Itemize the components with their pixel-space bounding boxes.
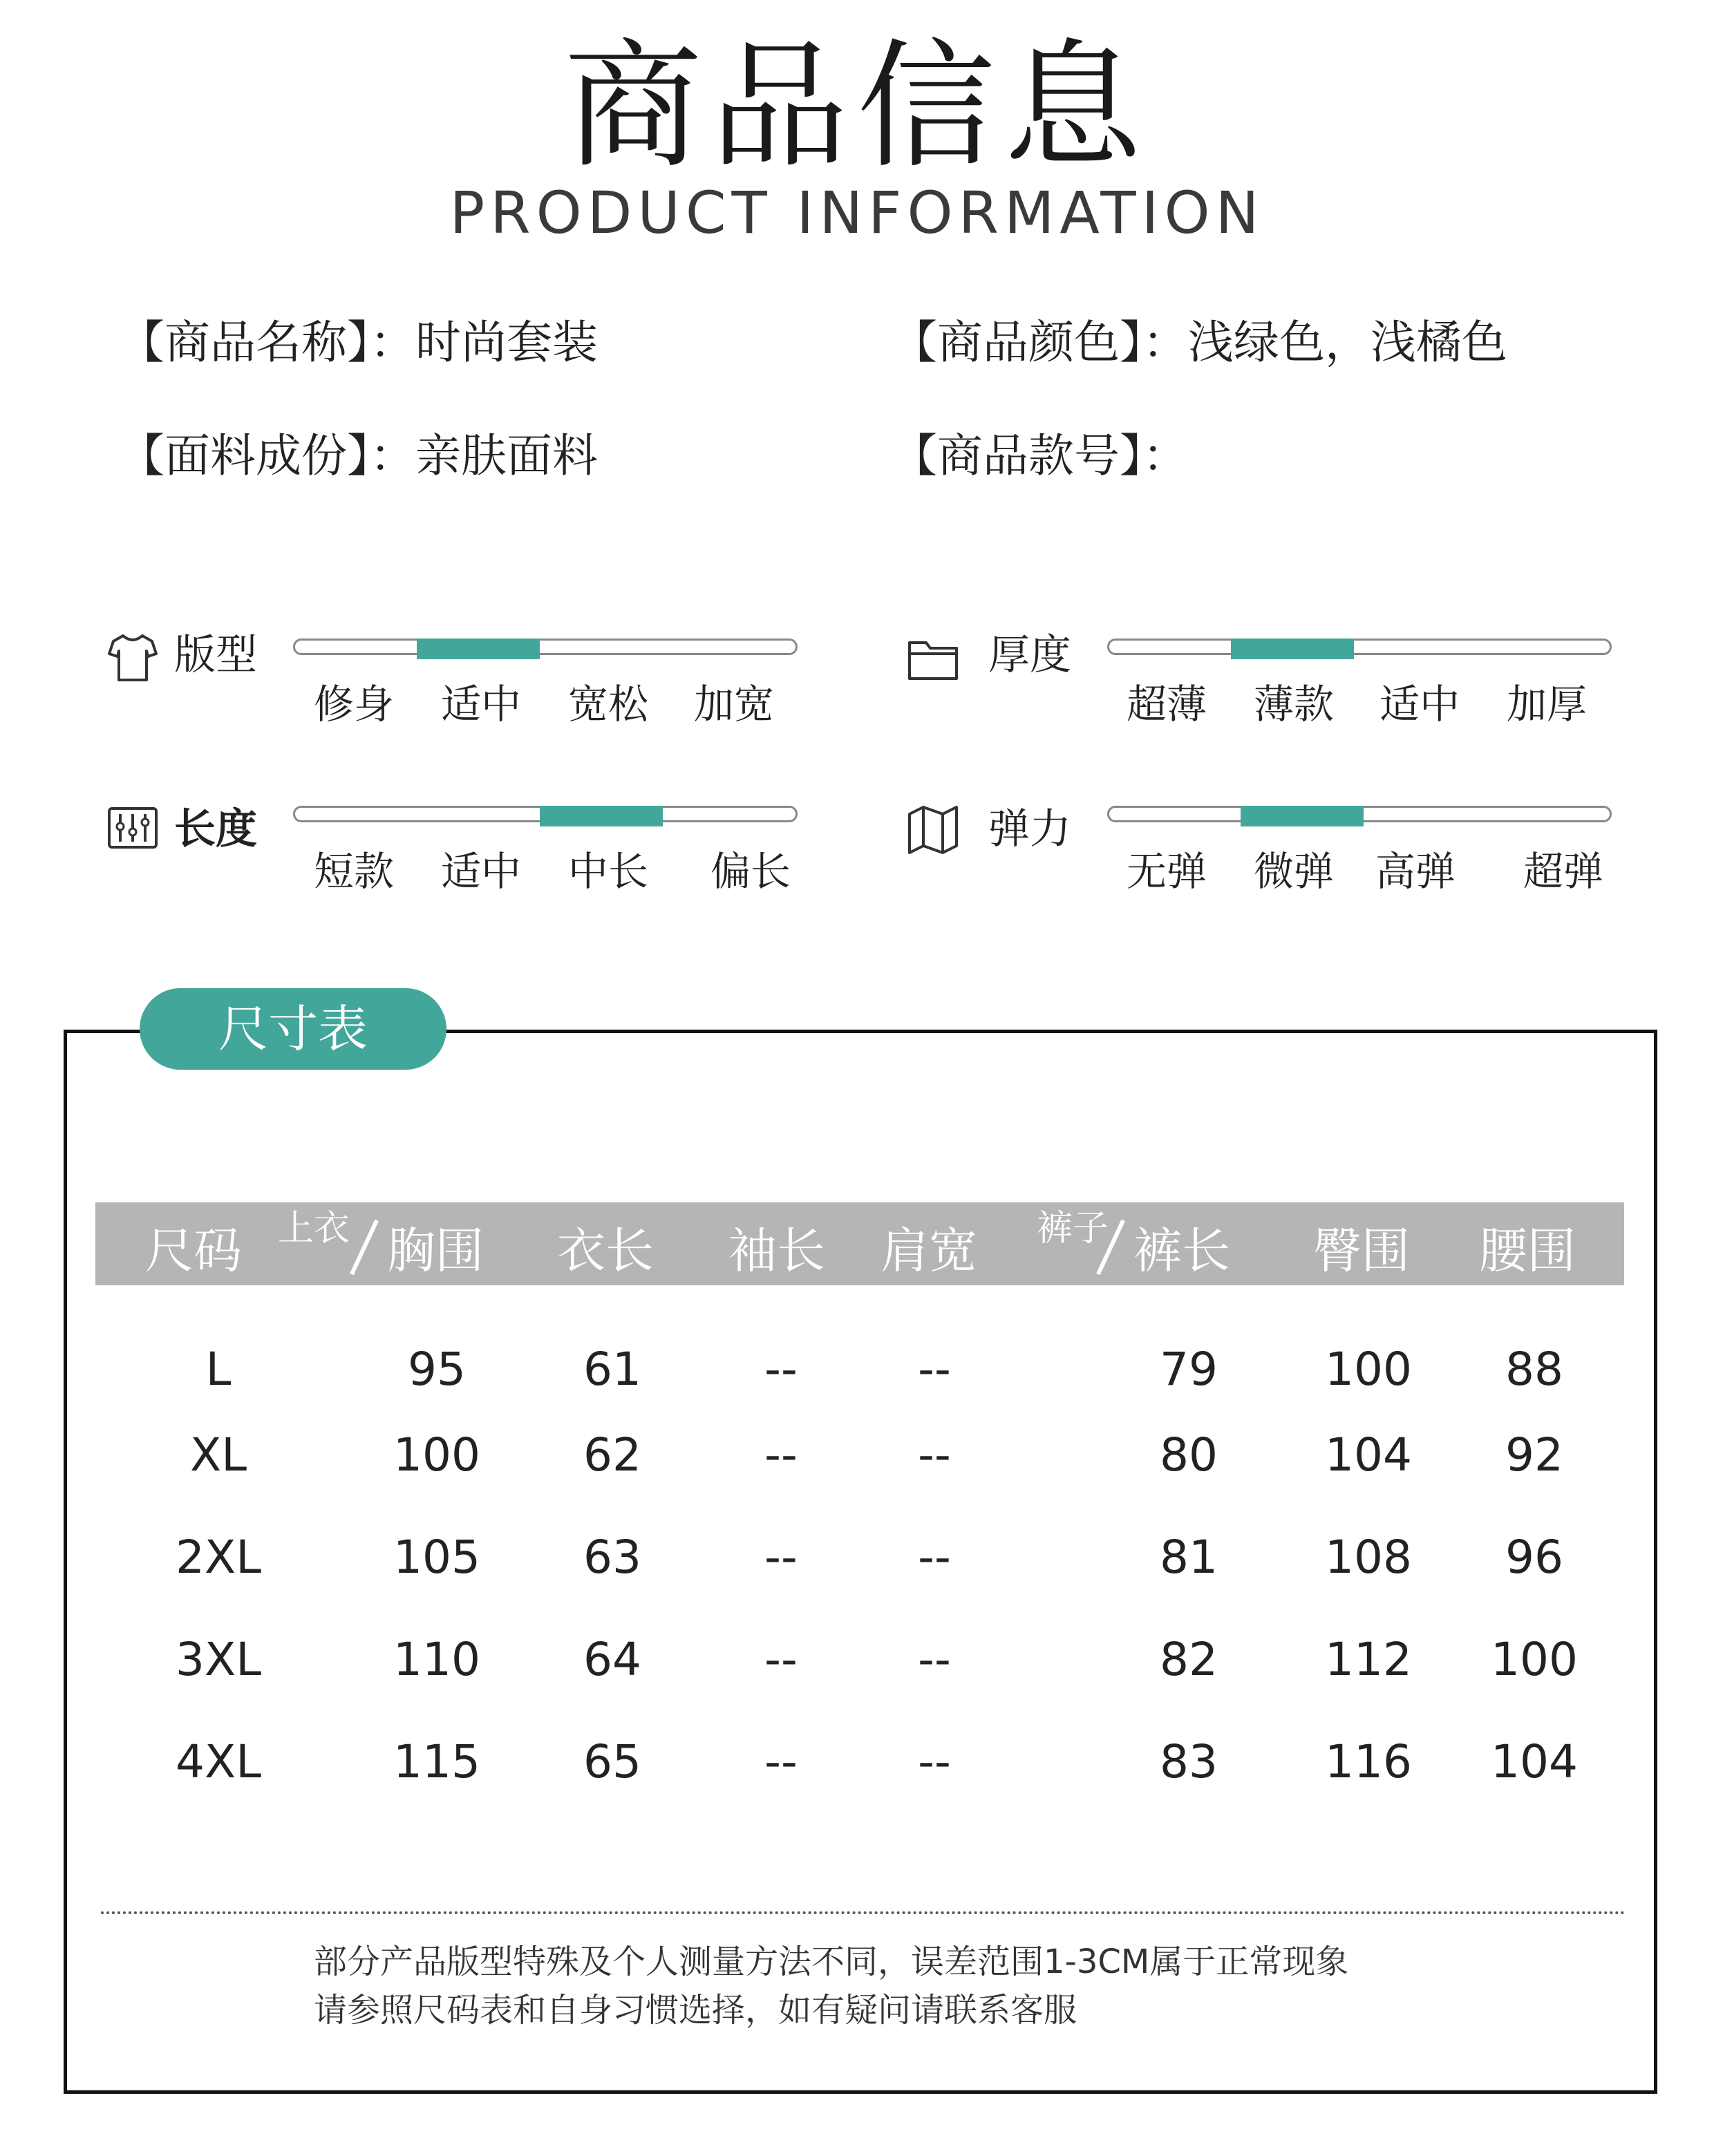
table-cell: 116 <box>1325 1735 1412 1788</box>
attr-elasticity-option: 高弹 <box>1375 848 1456 895</box>
info-style-no <box>892 428 1188 484</box>
page-title: 商品信息 <box>563 26 1150 187</box>
attr-length-option: 中长 <box>567 848 648 895</box>
table-cell: 112 <box>1325 1633 1412 1686</box>
attr-fit-option: 加宽 <box>693 681 774 728</box>
attr-length-track <box>293 806 798 822</box>
table-cell: 96 <box>1505 1531 1563 1584</box>
attr-thickness-fill <box>1231 639 1354 659</box>
size-table-title: 尺寸表 <box>140 988 446 1070</box>
info-name-label: 【商品名称】： <box>119 316 415 369</box>
table-cell: 104 <box>1325 1428 1412 1482</box>
size-label-cell: 4XL <box>176 1735 261 1788</box>
attr-elasticity-label: 弹力 <box>988 805 1071 853</box>
table-cell: 100 <box>1491 1633 1578 1686</box>
ruler-icon <box>105 802 160 857</box>
table-cell: 104 <box>1491 1735 1578 1788</box>
attr-length-option: 偏长 <box>710 848 791 895</box>
th-pants-group: 裤子 <box>1037 1208 1109 1249</box>
th-top-group: 上衣 <box>278 1208 350 1249</box>
size-label-cell: XL <box>190 1428 247 1482</box>
table-cell: 79 <box>1160 1343 1218 1396</box>
info-color-label: 【商品颜色】： <box>892 316 1188 369</box>
info-fabric <box>119 428 598 484</box>
attr-length-option: 短款 <box>313 848 394 895</box>
table-cell: -- <box>764 1428 798 1482</box>
th-pants-length: 裤长 <box>1133 1222 1230 1279</box>
attr-length-label: 长度 <box>174 805 257 853</box>
attr-length-option: 适中 <box>440 848 521 895</box>
table-cell: -- <box>764 1633 798 1686</box>
table-cell: 61 <box>583 1343 641 1396</box>
table-cell: 80 <box>1160 1428 1218 1482</box>
table-cell: -- <box>918 1531 951 1584</box>
table-cell: 115 <box>393 1735 480 1788</box>
page-subtitle: PRODUCT INFORMATION <box>449 179 1265 247</box>
info-color <box>892 315 1507 370</box>
attr-thickness-label: 厚度 <box>988 631 1071 679</box>
table-cell: 88 <box>1505 1343 1563 1396</box>
table-cell: 105 <box>393 1531 480 1584</box>
info-color-value: 浅绿色，浅橘色 <box>1188 316 1507 369</box>
table-cell: 65 <box>583 1735 641 1788</box>
table-cell: 92 <box>1505 1428 1563 1482</box>
info-fabric-label: 【面料成份】： <box>119 429 415 482</box>
table-cell: -- <box>764 1735 798 1788</box>
table-cell: 108 <box>1325 1531 1412 1584</box>
table-cell: -- <box>918 1343 951 1396</box>
table-cell: 100 <box>1325 1343 1412 1396</box>
size-label-cell: L <box>205 1343 232 1396</box>
attr-elasticity-fill <box>1241 806 1364 826</box>
th-waist: 腰围 <box>1479 1222 1576 1279</box>
th-size: 尺码 <box>145 1222 242 1279</box>
table-cell: -- <box>918 1428 951 1482</box>
note-line: 部分产品版型特殊及个人测量方法不同，误差范围1-3CM属于正常现象 <box>314 1942 1349 1981</box>
attr-elasticity-option: 微弹 <box>1253 848 1334 895</box>
th-chest: 胸围 <box>387 1222 484 1279</box>
th-shoulder: 肩宽 <box>880 1222 977 1279</box>
th-hip: 臀围 <box>1313 1222 1410 1279</box>
attr-fit-option: 修身 <box>313 681 394 728</box>
info-style-no-label: 【商品款号】： <box>892 429 1188 482</box>
table-cell: 95 <box>408 1343 466 1396</box>
folder-icon <box>905 630 961 685</box>
attr-elasticity-option: 超弹 <box>1523 848 1603 895</box>
info-name <box>119 315 598 370</box>
table-cell: 83 <box>1160 1735 1218 1788</box>
attr-elasticity-track <box>1107 806 1612 822</box>
attr-elasticity-option: 无弹 <box>1126 848 1207 895</box>
notes-divider <box>101 1911 1626 1914</box>
attr-fit-fill <box>417 639 540 659</box>
attr-fit-track <box>293 639 798 655</box>
table-cell: 64 <box>583 1633 641 1686</box>
attr-fit-option: 适中 <box>440 681 521 728</box>
table-cell: 100 <box>393 1428 480 1482</box>
attr-thickness-option: 加厚 <box>1506 681 1587 728</box>
table-cell: 110 <box>393 1633 480 1686</box>
table-cell: -- <box>764 1531 798 1584</box>
table-cell: -- <box>918 1633 951 1686</box>
table-cell: -- <box>764 1343 798 1396</box>
attr-thickness-option: 适中 <box>1379 681 1460 728</box>
th-sleeve: 袖长 <box>728 1222 825 1279</box>
info-fabric-value: 亲肤面料 <box>415 429 598 482</box>
attr-fit-option: 宽松 <box>567 681 648 728</box>
attr-length-fill <box>540 806 663 826</box>
note-line: 请参照尺码表和自身习惯选择，如有疑问请联系客服 <box>314 1991 1077 2030</box>
table-cell: 82 <box>1160 1633 1218 1686</box>
map-icon <box>905 802 961 857</box>
size-label-cell: 2XL <box>176 1531 261 1584</box>
attr-thickness-option: 超薄 <box>1126 681 1207 728</box>
attr-thickness-track <box>1107 639 1612 655</box>
table-cell: 63 <box>583 1531 641 1584</box>
table-cell: -- <box>918 1735 951 1788</box>
table-cell: 62 <box>583 1428 641 1482</box>
size-label-cell: 3XL <box>176 1633 261 1686</box>
info-name-value: 时尚套装 <box>415 316 598 369</box>
tshirt-icon <box>105 630 160 685</box>
th-length: 衣长 <box>557 1222 654 1279</box>
attr-thickness-option: 薄款 <box>1253 681 1334 728</box>
attr-fit-label: 版型 <box>174 631 257 679</box>
table-cell: 81 <box>1160 1531 1218 1584</box>
